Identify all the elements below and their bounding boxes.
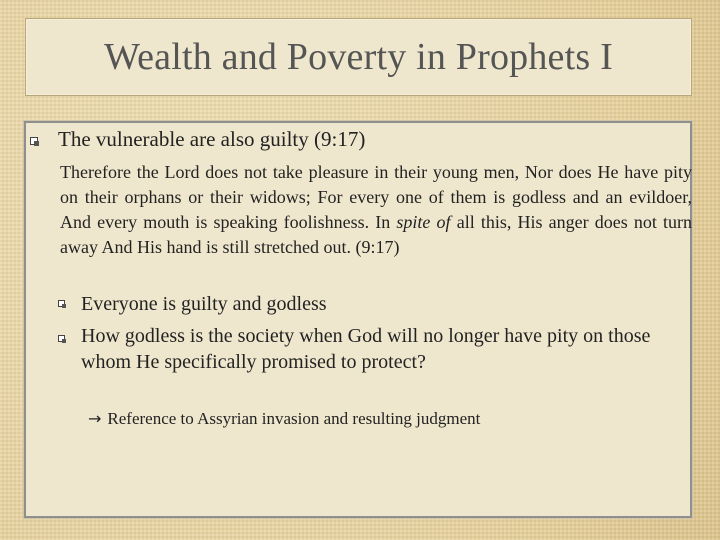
title-box: [25, 18, 692, 96]
quote-italic: spite of: [396, 212, 451, 232]
square-bullet-icon: [30, 137, 38, 145]
square-bullet-icon: [58, 335, 65, 342]
reference-line: [88, 407, 480, 431]
sub-bullet-text: Everyone is guilty and godless: [81, 293, 327, 315]
arrow-right-icon: →: [88, 409, 102, 428]
sub-bullet-text: How godless is the society when God will no longer have pity on those whom He specifically promised to protect?: [81, 325, 651, 373]
bullet-text: The vulnerable are also guilty (9:17): [58, 127, 366, 151]
quote-part-2: all this, His anger does not turn away And His hand is still stretched out. (9:17): [60, 212, 692, 257]
scripture-quote: [60, 160, 692, 260]
square-bullet-icon: [58, 300, 65, 307]
slide-title: Wealth and Poverty in Prophets I: [104, 36, 613, 78]
quote-part-1: Therefore the Lord does not take pleasure in their young men, Nor does He have pity on their orphans or their widows; For every one of them is godless and an evildoer, And every mouth is speaking foolishness. In: [60, 162, 692, 232]
reference-text: Reference to Assyrian invasion and resulting judgment: [107, 409, 481, 428]
